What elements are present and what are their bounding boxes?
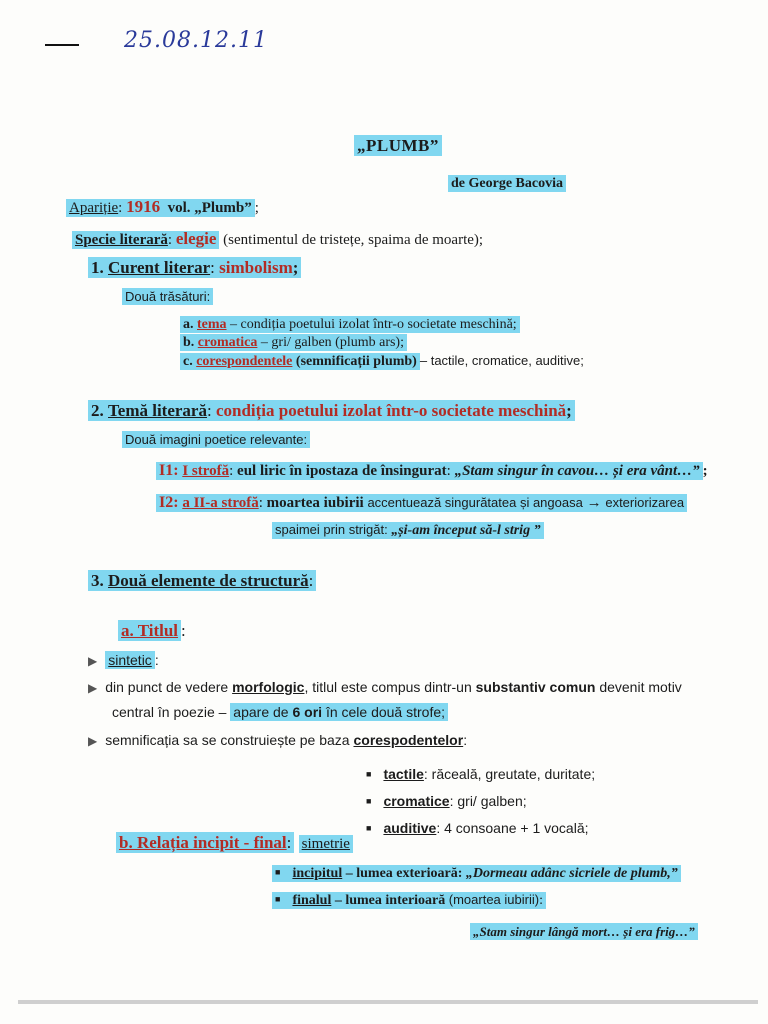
list-item: a. tema – condiția poetului izolat într-o societate meschină; [180, 316, 584, 334]
author-line: de George Bacovia [448, 176, 566, 192]
incipit-line: ■ incipitul – lumea exterioară: „Dormeau adânc sicriele de plumb,” [272, 866, 681, 882]
square-bullet-icon: ■ [366, 823, 372, 833]
section-3-heading: 3. Două elemente de structură: [88, 571, 316, 591]
header-dash [45, 44, 79, 46]
section-1-intro: Două trăsături: [122, 289, 213, 304]
square-bullet-icon: ■ [275, 867, 281, 877]
section-1-list [180, 316, 584, 371]
list-item: ■ cromatice: gri/ galben; [366, 793, 527, 809]
list-item: ■ auditive: 4 consoane + 1 vocală; [366, 820, 589, 836]
image-2-line: I2: a II-a strofă: moartea iubirii accentuează singurătatea și angoasa → exteriorizarea [156, 494, 687, 512]
scan-bottom-edge [18, 1000, 758, 1004]
image-1-line: I1: I strofă: eul liric în ipostaza de însingurat: „Stam singur în cavou… și era vânt…” ; [156, 462, 708, 480]
handwritten-date: 25.08.12.11 [124, 28, 268, 53]
relatia-heading: b. Relația incipit - final: simetrie [116, 833, 353, 853]
aparitie-line: Apariție: 1916 vol. „Plumb” ; [66, 197, 259, 217]
arrow-bullet-icon: ▶ [88, 654, 98, 668]
list-item: c. corespondentele (semnificații plumb) – tactile, cromatice, auditive; [180, 352, 584, 371]
list-item: b. cromatica – gri/ galben (plumb ars); [180, 334, 584, 352]
page-title: „PLUMB” [354, 136, 442, 156]
titlul-heading: a. Titlul : [118, 621, 186, 641]
final-quote: „Stam singur lângă mort… și era frig…” [470, 924, 698, 940]
bullet-semnificatia: ▶ semnificația sa se construiește pe baza corespodentelor: [88, 732, 468, 748]
list-item: ■ tactile: răceală, greutate, duritate; [366, 766, 596, 782]
square-bullet-icon: ■ [275, 894, 281, 904]
final-line: ■ finalul – lumea interioară (moartea iubirii): [272, 892, 546, 909]
section-2-heading: 2. Temă literară: condiția poetului izolat într-o societate meschină; [88, 401, 575, 421]
square-bullet-icon: ■ [366, 769, 372, 779]
image-2-line-2: spaimei prin strigăt: „și-am început să-l strig ” [272, 522, 544, 539]
bullet-morfologic: ▶ din punct de vedere morfologic, titlul este compus dintr-un substantiv comun devenit motiv [88, 679, 682, 695]
section-2-intro: Două imagini poetice relevante: [122, 432, 310, 447]
arrow-bullet-icon: ▶ [88, 681, 98, 695]
square-bullet-icon: ■ [366, 796, 372, 806]
bullet-sintetic: ▶ sintetic : [88, 652, 159, 668]
sensory-list [366, 761, 595, 842]
bullet-morfologic-line-2: central în poezie – apare de 6 ori în cele două strofe; [112, 704, 448, 720]
specie-line: Specie literară: elegie (sentimentul de tristețe, spaima de moarte); [72, 229, 483, 249]
arrow-bullet-icon: ▶ [88, 734, 98, 748]
section-1-heading: 1. Curent literar: simbolism; [88, 258, 301, 278]
